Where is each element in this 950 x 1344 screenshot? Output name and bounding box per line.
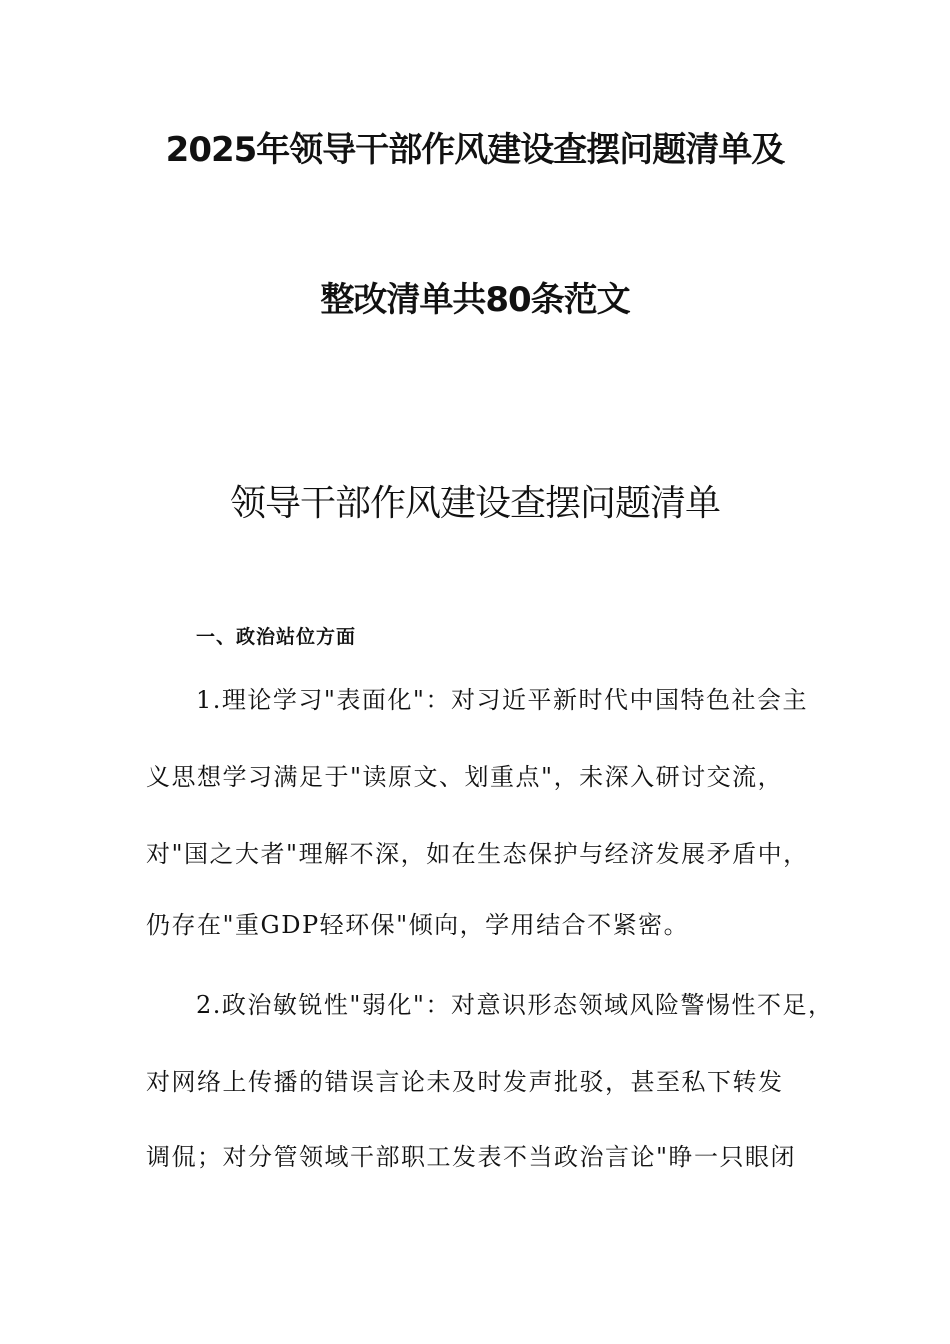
section-heading-political: 一、政治站位方面 [196, 626, 357, 648]
paragraph-1-line-4: 仍存在"重GDP轻环保"倾向，学用结合不紧密。 [146, 911, 690, 939]
paragraph-2-line-2: 对网络上传播的错误言论未及时发声批驳，甚至私下转发 [146, 1068, 784, 1096]
paragraph-2-line-3: 调侃；对分管领域干部职工发表不当政治言论"睁一只眼闭 [146, 1143, 797, 1171]
paragraph-1-line-3: 对"国之大者"理解不深，如在生态保护与经济发展矛盾中， [146, 840, 809, 868]
section-subtitle: 领导干部作风建设查摆问题清单 [229, 483, 720, 524]
paragraph-2-line-1: 2.政治敏锐性"弱化"：对意识形态领域风险警惕性不足， [196, 991, 834, 1019]
document-title-line-1: 2025年领导干部作风建设查摆问题清单及 [165, 130, 785, 170]
document-title-line-2: 整改清单共80条范文 [320, 280, 630, 320]
paragraph-1-line-2: 义思想学习满足于"读原文、划重点"，未深入研讨交流， [146, 763, 784, 791]
paragraph-1-line-1: 1.理论学习"表面化"：对习近平新时代中国特色社会主 [196, 686, 808, 714]
